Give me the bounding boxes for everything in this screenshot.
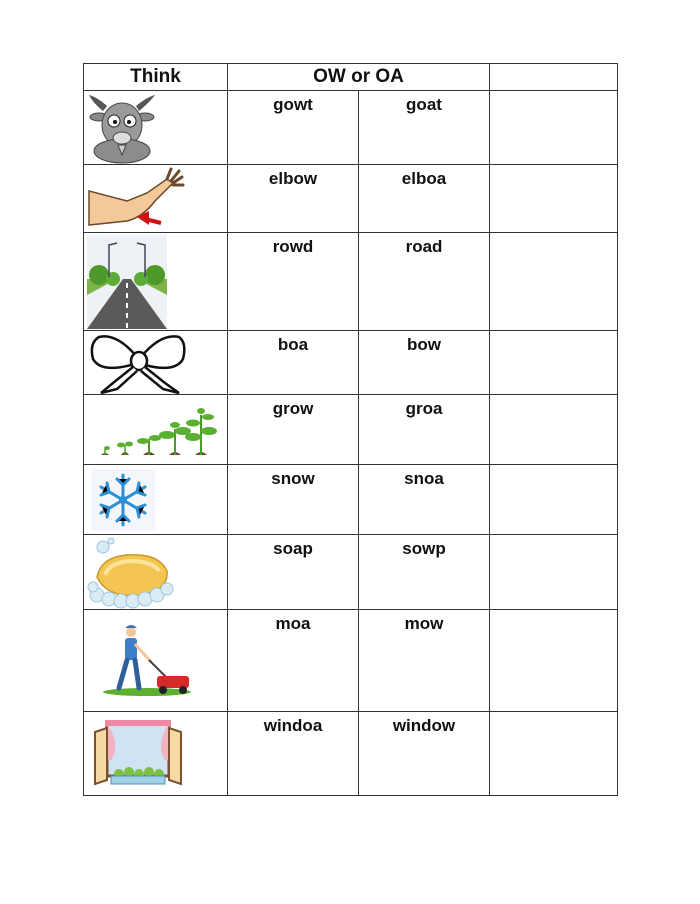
table-row xyxy=(84,712,618,796)
word-option: mow xyxy=(359,610,490,712)
word-option: window xyxy=(359,712,490,796)
snowflake-icon xyxy=(87,467,157,533)
picture-cell xyxy=(84,331,228,395)
answer-cell[interactable] xyxy=(490,395,618,465)
worksheet-table xyxy=(83,63,618,796)
word-option: bow xyxy=(359,331,490,395)
lawn-mower-icon xyxy=(87,612,207,708)
picture-cell xyxy=(84,233,228,331)
answer-cell[interactable] xyxy=(490,91,618,165)
sprouts-icon xyxy=(87,397,217,463)
word-option: elboa xyxy=(359,165,490,233)
header-row xyxy=(84,64,618,91)
word-option: elbow xyxy=(228,165,359,233)
word-option: goat xyxy=(359,91,490,165)
header-answer xyxy=(490,64,618,91)
goat-icon xyxy=(87,93,157,165)
header-ow-or-oa: OW or OA xyxy=(228,64,490,91)
word-option: windoa xyxy=(228,712,359,796)
word-option: road xyxy=(359,233,490,331)
table-row xyxy=(84,610,618,712)
header-think: Think xyxy=(84,64,228,91)
picture-cell xyxy=(84,165,228,233)
word-option: boa xyxy=(228,331,359,395)
bow-icon xyxy=(87,333,187,395)
table-row xyxy=(84,395,618,465)
word-option: rowd xyxy=(228,233,359,331)
picture-cell xyxy=(84,712,228,796)
answer-cell[interactable] xyxy=(490,712,618,796)
word-option: groa xyxy=(359,395,490,465)
word-option: gowt xyxy=(228,91,359,165)
word-option: grow xyxy=(228,395,359,465)
picture-cell xyxy=(84,395,228,465)
answer-cell[interactable] xyxy=(490,465,618,535)
answer-cell[interactable] xyxy=(490,233,618,331)
word-option: snow xyxy=(228,465,359,535)
word-option: moa xyxy=(228,610,359,712)
table-row xyxy=(84,535,618,610)
picture-cell xyxy=(84,610,228,712)
answer-cell[interactable] xyxy=(490,535,618,610)
road-icon xyxy=(87,235,167,329)
worksheet xyxy=(83,63,617,797)
word-option: sowp xyxy=(359,535,490,610)
answer-cell[interactable] xyxy=(490,165,618,233)
table-row xyxy=(84,91,618,165)
picture-cell xyxy=(84,465,228,535)
picture-cell xyxy=(84,535,228,610)
picture-cell xyxy=(84,91,228,165)
answer-cell[interactable] xyxy=(490,610,618,712)
window-icon xyxy=(87,714,187,794)
word-option: soap xyxy=(228,535,359,610)
table-row xyxy=(84,165,618,233)
table-row xyxy=(84,331,618,395)
answer-cell[interactable] xyxy=(490,331,618,395)
word-option: snoa xyxy=(359,465,490,535)
table-row xyxy=(84,233,618,331)
table-row xyxy=(84,465,618,535)
elbow-icon xyxy=(87,167,185,233)
soap-icon xyxy=(87,537,187,609)
